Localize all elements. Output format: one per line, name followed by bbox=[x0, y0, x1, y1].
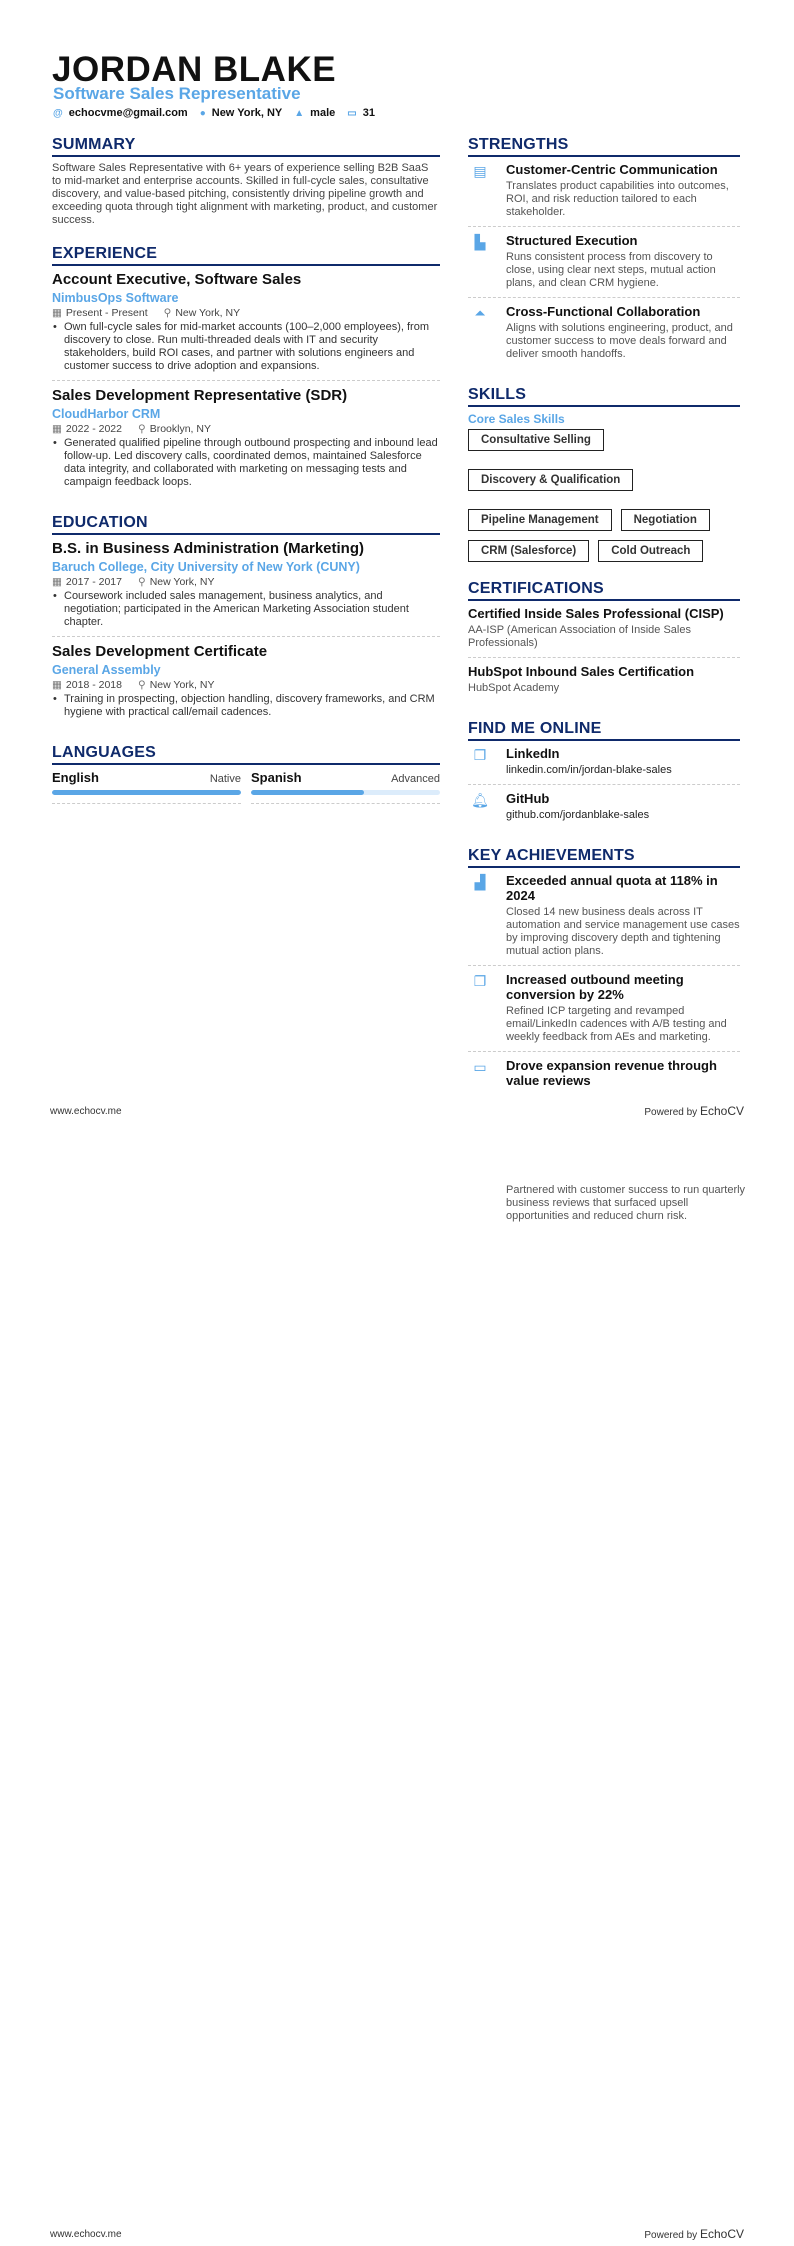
location-pin-icon: ⚲ bbox=[137, 423, 146, 435]
at-icon: @ bbox=[53, 108, 63, 119]
language-bar-fill bbox=[251, 790, 364, 795]
powered-label: Powered by bbox=[644, 2230, 698, 2241]
brand[interactable]: EchoCV bbox=[699, 2227, 744, 2241]
online-item bbox=[468, 791, 740, 829]
online-section bbox=[468, 720, 740, 829]
education-section bbox=[52, 514, 440, 726]
achievement-desc: Closed 14 new business deals across IT automation and service management use cases by improving discovery depth and tightening mutual action plans. bbox=[506, 906, 740, 957]
degree: Sales Development Certificate bbox=[52, 643, 268, 660]
strength-item bbox=[468, 233, 740, 298]
location-pin-icon: ⚲ bbox=[137, 679, 146, 691]
age: 31 bbox=[362, 107, 375, 119]
section-heading: STRENGTHS bbox=[468, 136, 740, 157]
strength-item bbox=[468, 162, 740, 227]
user-icon: ▲ bbox=[294, 108, 305, 119]
location: Brooklyn, NY bbox=[149, 423, 211, 435]
achievement-title: Drove expansion revenue through value reviews bbox=[506, 1058, 717, 1088]
certification-item bbox=[468, 606, 740, 658]
achievement-item bbox=[468, 972, 740, 1052]
experience-entry bbox=[52, 387, 440, 496]
footer-site[interactable]: www.echocv.me bbox=[50, 1106, 122, 1117]
job-title: Sales Development Representative (SDR) bbox=[52, 387, 348, 404]
location: New York, NY bbox=[149, 576, 215, 588]
language-bar bbox=[52, 790, 241, 795]
certification-item bbox=[468, 664, 740, 702]
skill-chip: Discovery & Qualification bbox=[468, 469, 633, 491]
link-url[interactable]: linkedin.com/in/jordan-blake-sales bbox=[506, 764, 672, 776]
bullet: • Training in prospecting, objection handling, discovery frameworks, and CRM hygiene with practical call/email cadences. bbox=[52, 693, 440, 719]
section-heading: LANGUAGES bbox=[52, 744, 440, 765]
cert-org: AA-ISP (American Association of Inside Sales Professionals) bbox=[468, 624, 691, 649]
experience-entry bbox=[52, 271, 440, 381]
strength-desc: Aligns with solutions engineering, product, and customer success to move deals forward and deliver smooth handoffs. bbox=[506, 322, 733, 360]
job-title: Account Executive, Software Sales bbox=[52, 271, 302, 288]
section-heading: SKILLS bbox=[468, 386, 740, 407]
school: General Assembly bbox=[52, 663, 161, 677]
calendar-icon: ▦ bbox=[52, 423, 62, 435]
candidate-name: JORDAN BLAKE bbox=[52, 50, 337, 89]
email[interactable]: echocvme@gmail.com bbox=[68, 107, 188, 119]
section-heading: SUMMARY bbox=[52, 136, 440, 157]
left-column bbox=[52, 136, 440, 822]
section-heading: CERTIFICATIONS bbox=[468, 580, 740, 601]
skill-chip: Pipeline Management bbox=[468, 509, 612, 531]
dates: 2018 - 2018 bbox=[65, 679, 122, 691]
location-pin-icon: ● bbox=[199, 108, 206, 119]
skills-section bbox=[468, 386, 740, 562]
language-name: Spanish bbox=[251, 770, 302, 785]
section-heading: KEY ACHIEVEMENTS bbox=[468, 847, 740, 868]
link-url[interactable]: github.com/jordanblake-sales bbox=[506, 809, 650, 821]
link-name: GitHub bbox=[506, 791, 550, 806]
candidate-title: Software Sales Representative bbox=[53, 84, 301, 103]
footer-powered bbox=[644, 1104, 744, 1118]
calendar-icon: ▦ bbox=[52, 576, 62, 588]
right-column bbox=[468, 136, 740, 1116]
dates: 2017 - 2017 bbox=[65, 576, 122, 588]
strengths-section bbox=[468, 136, 740, 368]
languages-section bbox=[52, 744, 440, 804]
bullet: • Coursework included sales management, business analytics, and negotiation; participated in the American Marketing Association student chapter. bbox=[52, 590, 440, 629]
cert-name: HubSpot Inbound Sales Certification bbox=[468, 664, 695, 679]
strength-title: Cross-Functional Collaboration bbox=[506, 304, 701, 319]
language-level: Native bbox=[209, 773, 241, 785]
section-heading: EDUCATION bbox=[52, 514, 440, 535]
strength-title: Structured Execution bbox=[506, 233, 638, 248]
powered-label: Powered by bbox=[644, 1107, 698, 1118]
location: New York, NY bbox=[149, 679, 215, 691]
gender: male bbox=[310, 107, 336, 119]
location-pin-icon: ⚲ bbox=[163, 307, 172, 319]
language-bar-fill bbox=[52, 790, 241, 795]
footer-powered bbox=[644, 2227, 744, 2241]
strength-title: Customer-Centric Communication bbox=[506, 162, 718, 177]
achievement-desc-continued: Partnered with customer success to run quarterly business reviews that surfaced upsell opportunities and reduced churn risk. bbox=[506, 1184, 746, 1222]
language-item bbox=[251, 770, 440, 804]
flask-icon: ⏶ bbox=[474, 305, 486, 321]
skill-group-title: Core Sales Skills bbox=[468, 412, 565, 426]
bullet: • Generated qualified pipeline through outbound prospecting and inbound lead follow-up. Led discovery calls, coordinated demos, maintained Salesforce data integrity, and collaborated with marketing on messaging tests and campaign feedback loops. bbox=[52, 437, 440, 489]
archive-icon: ▤ bbox=[473, 163, 487, 179]
chart-icon: ▟ bbox=[474, 874, 486, 890]
strength-desc: Translates product capabilities into outcomes, ROI, and risk reduction tailored to each stakeholder. bbox=[506, 180, 729, 218]
copy-icon: ❐ bbox=[473, 973, 487, 989]
achievement-item bbox=[468, 873, 740, 966]
brand[interactable]: EchoCV bbox=[699, 1104, 744, 1118]
certifications-section bbox=[468, 580, 740, 702]
company: CloudHarbor CRM bbox=[52, 407, 161, 421]
calendar-icon: ▦ bbox=[52, 679, 62, 691]
calendar-icon: ▦ bbox=[52, 307, 62, 319]
footer-site[interactable]: www.echocv.me bbox=[50, 2229, 122, 2240]
language-level: Advanced bbox=[391, 773, 440, 785]
language-name: English bbox=[52, 770, 99, 785]
location: New York, NY bbox=[175, 307, 241, 319]
summary-section bbox=[52, 136, 440, 227]
language-bar bbox=[251, 790, 440, 795]
language-item bbox=[52, 770, 241, 804]
achievement-item bbox=[468, 1058, 740, 1098]
online-item bbox=[468, 746, 740, 785]
achievement-desc: Refined ICP targeting and revamped email/LinkedIn cadences with A/B testing and weekly feedback from AEs and marketing. bbox=[506, 1005, 727, 1043]
calendar-icon: ▭ bbox=[347, 108, 357, 119]
experience-section bbox=[52, 245, 440, 496]
dates: 2022 - 2022 bbox=[65, 423, 122, 435]
link-name: LinkedIn bbox=[506, 746, 560, 761]
dates: Present - Present bbox=[65, 307, 148, 319]
education-entry bbox=[52, 540, 440, 637]
achievement-title: Exceeded annual quota at 118% in 2024 bbox=[506, 873, 718, 903]
skill-chip: Consultative Selling bbox=[468, 429, 604, 451]
summary-text: Software Sales Representative with 6+ years of experience selling B2B SaaS to mid-market and enterprise accounts. Skilled in full-cycle sales, consultative discovery, and value-based pitching, consistently driving pipeline growth and exceeding quota through tight alignment with marketing, product, and customer success. bbox=[52, 162, 438, 226]
skill-chip: Negotiation bbox=[621, 509, 710, 531]
contact-bar bbox=[53, 107, 375, 119]
bullet: • Own full-cycle sales for mid-market accounts (100–2,000 employees), from discovery to close. Run multi-threaded deals with IT and security stakeholders, build ROI cases, and partner with solutions engineers and customer success to drive adoption and expansions. bbox=[52, 321, 440, 373]
battery-icon: ▭ bbox=[473, 1059, 487, 1075]
skill-chip: Cold Outreach bbox=[598, 540, 703, 562]
strength-item bbox=[468, 304, 740, 368]
section-heading: EXPERIENCE bbox=[52, 245, 440, 266]
cert-name: Certified Inside Sales Professional (CISP) bbox=[468, 606, 724, 621]
copy-icon: ❐ bbox=[473, 747, 487, 763]
education-entry bbox=[52, 643, 440, 726]
cert-org: HubSpot Academy bbox=[468, 682, 560, 694]
achievement-title: Increased outbound meeting conversion by 22% bbox=[506, 972, 684, 1002]
file-plus-icon: ▙ bbox=[474, 234, 486, 250]
degree: B.S. in Business Administration (Marketing) bbox=[52, 540, 364, 557]
achievements-section bbox=[468, 847, 740, 1098]
strength-desc: Runs consistent process from discovery to close, using clear next steps, mutual action plans, and clean CRM hygiene. bbox=[506, 251, 716, 289]
school: Baruch College, City University of New York (CUNY) bbox=[52, 560, 360, 574]
section-heading: FIND ME ONLINE bbox=[468, 720, 740, 741]
company: NimbusOps Software bbox=[52, 291, 179, 305]
location-pin-icon: ⚲ bbox=[137, 576, 146, 588]
location: New York, NY bbox=[211, 107, 283, 119]
bell-icon: 🔔︎ bbox=[471, 792, 489, 808]
skill-chip: CRM (Salesforce) bbox=[468, 540, 589, 562]
